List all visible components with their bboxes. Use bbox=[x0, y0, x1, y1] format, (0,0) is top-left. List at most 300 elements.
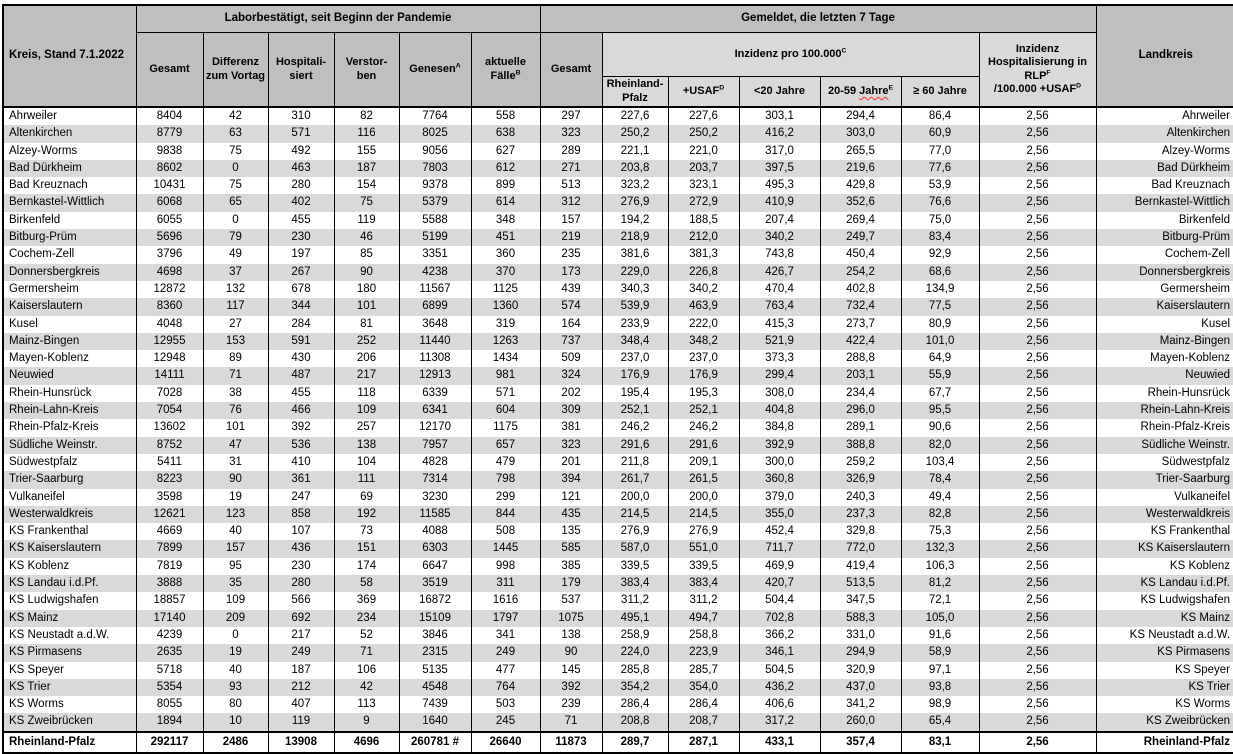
cell-inzidenz-60plus: 49,4 bbox=[901, 489, 979, 506]
cell-inzidenz-rlp: 311,2 bbox=[602, 592, 668, 609]
cell-inzidenz-60plus: 68,6 bbox=[901, 264, 979, 281]
cell-genesen: 6647 bbox=[399, 558, 471, 575]
cell-inzidenz-20-59: 265,5 bbox=[820, 143, 901, 160]
cell-inzidenz-hospitalisierung: 2,56 bbox=[979, 523, 1096, 540]
cell-gesamt: 4698 bbox=[136, 264, 203, 281]
cell-inzidenz-usaf: 339,5 bbox=[668, 558, 739, 575]
cell-inzidenz-usaf: 272,9 bbox=[668, 194, 739, 211]
cell-hospitalisiert: 187 bbox=[268, 662, 334, 679]
cell-aktuelle-faelle: 477 bbox=[471, 662, 540, 679]
table-row bbox=[3, 610, 1233, 627]
cell-hospitalisiert: 13908 bbox=[268, 732, 334, 753]
footnote-sup-e: E bbox=[888, 84, 894, 92]
cell-inzidenz-rlp: 227,6 bbox=[602, 107, 668, 125]
col-rheinland-pfalz-header: Rheinland-Pfalz bbox=[602, 77, 668, 108]
cell-inzidenz-20-59: 450,4 bbox=[820, 246, 901, 263]
cell-gesamt: 8752 bbox=[136, 437, 203, 454]
table-row bbox=[3, 107, 1233, 125]
cell-inzidenz-hospitalisierung: 2,56 bbox=[979, 298, 1096, 315]
cell-aktuelle-faelle: 798 bbox=[471, 471, 540, 488]
cell-inzidenz-20-59: 347,5 bbox=[820, 592, 901, 609]
cell-inzidenz-u20: 379,0 bbox=[739, 489, 820, 506]
cell-verstorben: 9 bbox=[334, 713, 399, 731]
cell-inzidenz-u20: 340,2 bbox=[739, 229, 820, 246]
cell-inzidenz-60plus: 132,3 bbox=[901, 540, 979, 557]
cell-differenz-vortag: 40 bbox=[203, 523, 268, 540]
cell-verstorben: 113 bbox=[334, 696, 399, 713]
table-row bbox=[3, 281, 1233, 298]
cell-genesen: 11567 bbox=[399, 281, 471, 298]
cell-gesamt-7-tage: 271 bbox=[540, 160, 602, 177]
cell-differenz-vortag: 123 bbox=[203, 506, 268, 523]
cell-inzidenz-20-59: 429,8 bbox=[820, 177, 901, 194]
cell-inzidenz-20-59: 289,1 bbox=[820, 419, 901, 436]
cell-inzidenz-60plus: 95,5 bbox=[901, 402, 979, 419]
table-row bbox=[3, 540, 1233, 557]
col-gesamt-7t-header: Gesamt bbox=[540, 33, 602, 108]
kreis-name-cell: KS Frankenthal bbox=[3, 523, 136, 540]
cell-gesamt: 8602 bbox=[136, 160, 203, 177]
cell-gesamt: 5354 bbox=[136, 679, 203, 696]
cell-inzidenz-hospitalisierung: 2,56 bbox=[979, 246, 1096, 263]
cell-hospitalisiert: 230 bbox=[268, 229, 334, 246]
cell-gesamt-7-tage: 121 bbox=[540, 489, 602, 506]
cell-gesamt: 4239 bbox=[136, 627, 203, 644]
landkreis-header: Landkreis bbox=[1096, 5, 1233, 107]
cell-inzidenz-usaf: 354,0 bbox=[668, 679, 739, 696]
cell-gesamt: 12872 bbox=[136, 281, 203, 298]
cell-inzidenz-hospitalisierung: 2,56 bbox=[979, 540, 1096, 557]
cell-genesen: 7764 bbox=[399, 107, 471, 125]
cell-gesamt-7-tage: 323 bbox=[540, 437, 602, 454]
cell-verstorben: 90 bbox=[334, 264, 399, 281]
cell-inzidenz-20-59: 331,0 bbox=[820, 627, 901, 644]
cell-genesen: 9378 bbox=[399, 177, 471, 194]
cell-inzidenz-20-59: 249,7 bbox=[820, 229, 901, 246]
cell-inzidenz-rlp: 252,1 bbox=[602, 402, 668, 419]
cell-verstorben: 73 bbox=[334, 523, 399, 540]
cell-differenz-vortag: 153 bbox=[203, 333, 268, 350]
cell-inzidenz-20-59: 329,8 bbox=[820, 523, 901, 540]
landkreis-name-cell: KS Kaiserslautern bbox=[1096, 540, 1233, 557]
cell-inzidenz-usaf: 222,0 bbox=[668, 316, 739, 333]
cell-gesamt-7-tage: 385 bbox=[540, 558, 602, 575]
cell-hospitalisiert: 463 bbox=[268, 160, 334, 177]
cell-inzidenz-hospitalisierung: 2,56 bbox=[979, 212, 1096, 229]
cell-aktuelle-faelle: 1434 bbox=[471, 350, 540, 367]
cell-verstorben: 85 bbox=[334, 246, 399, 263]
kreis-name-cell: Vulkaneifel bbox=[3, 489, 136, 506]
cell-inzidenz-u20: 711,7 bbox=[739, 540, 820, 557]
table-header bbox=[3, 5, 1233, 107]
kreis-name-cell: KS Ludwigshafen bbox=[3, 592, 136, 609]
cell-gesamt-7-tage: 312 bbox=[540, 194, 602, 211]
kreis-name-cell: Rheinland-Pfalz bbox=[3, 732, 136, 753]
cell-inzidenz-usaf: 323,1 bbox=[668, 177, 739, 194]
cell-gesamt-7-tage: 157 bbox=[540, 212, 602, 229]
kreis-name-cell: Westerwaldkreis bbox=[3, 506, 136, 523]
cell-inzidenz-20-59: 402,8 bbox=[820, 281, 901, 298]
table-row bbox=[3, 229, 1233, 246]
table-row bbox=[3, 575, 1233, 592]
cell-gesamt: 14111 bbox=[136, 367, 203, 384]
cell-differenz-vortag: 47 bbox=[203, 437, 268, 454]
cell-genesen: 5588 bbox=[399, 212, 471, 229]
cell-inzidenz-hospitalisierung: 2,56 bbox=[979, 229, 1096, 246]
cell-gesamt-7-tage: 202 bbox=[540, 385, 602, 402]
cell-inzidenz-u20: 406,6 bbox=[739, 696, 820, 713]
cell-gesamt-7-tage: 239 bbox=[540, 696, 602, 713]
landkreis-name-cell: Germersheim bbox=[1096, 281, 1233, 298]
cell-genesen: 12913 bbox=[399, 367, 471, 384]
table-row bbox=[3, 316, 1233, 333]
table-row bbox=[3, 713, 1233, 731]
kreis-name-cell: Bad Dürkheim bbox=[3, 160, 136, 177]
kreis-name-cell: Südliche Weinstr. bbox=[3, 437, 136, 454]
cell-aktuelle-faelle: 899 bbox=[471, 177, 540, 194]
cell-gesamt: 7028 bbox=[136, 385, 203, 402]
cell-inzidenz-usaf: 221,0 bbox=[668, 143, 739, 160]
kreis-name-cell: Ahrweiler bbox=[3, 107, 136, 125]
cell-inzidenz-rlp: 246,2 bbox=[602, 419, 668, 436]
cell-inzidenz-usaf: 258,8 bbox=[668, 627, 739, 644]
group-gemeldet-7-tage: Gemeldet, die letzten 7 Tage bbox=[540, 5, 1096, 33]
cell-hospitalisiert: 436 bbox=[268, 540, 334, 557]
cell-inzidenz-hospitalisierung: 2,56 bbox=[979, 489, 1096, 506]
cell-aktuelle-faelle: 614 bbox=[471, 194, 540, 211]
kreis-name-cell: Trier-Saarburg bbox=[3, 471, 136, 488]
cell-inzidenz-usaf: 246,2 bbox=[668, 419, 739, 436]
cell-differenz-vortag: 132 bbox=[203, 281, 268, 298]
cell-inzidenz-60plus: 64,9 bbox=[901, 350, 979, 367]
cell-inzidenz-20-59: 320,9 bbox=[820, 662, 901, 679]
table-row bbox=[3, 696, 1233, 713]
cell-inzidenz-20-59: 219,6 bbox=[820, 160, 901, 177]
cell-genesen: 7957 bbox=[399, 437, 471, 454]
cell-differenz-vortag: 0 bbox=[203, 627, 268, 644]
cell-hospitalisiert: 310 bbox=[268, 107, 334, 125]
cell-genesen: 4828 bbox=[399, 454, 471, 471]
cell-aktuelle-faelle: 657 bbox=[471, 437, 540, 454]
cell-inzidenz-60plus: 77,0 bbox=[901, 143, 979, 160]
cell-inzidenz-u20: 504,4 bbox=[739, 592, 820, 609]
cell-inzidenz-usaf: 261,5 bbox=[668, 471, 739, 488]
cell-inzidenz-60plus: 86,4 bbox=[901, 107, 979, 125]
kreis-name-cell: Germersheim bbox=[3, 281, 136, 298]
cell-gesamt-7-tage: 435 bbox=[540, 506, 602, 523]
cell-hospitalisiert: 536 bbox=[268, 437, 334, 454]
cell-hospitalisiert: 249 bbox=[268, 644, 334, 661]
cell-verstorben: 71 bbox=[334, 644, 399, 661]
cell-hospitalisiert: 455 bbox=[268, 385, 334, 402]
footnote-sup-c: C bbox=[841, 47, 847, 55]
group-inzidenz-pro-100000: Inzidenz pro $100.000^C$ bbox=[602, 33, 979, 77]
cell-gesamt-7-tage: 381 bbox=[540, 419, 602, 436]
cell-inzidenz-u20: 366,2 bbox=[739, 627, 820, 644]
cell-verstorben: 116 bbox=[334, 125, 399, 142]
kreis-name-cell: KS Neustadt a.d.W. bbox=[3, 627, 136, 644]
cell-gesamt-7-tage: 537 bbox=[540, 592, 602, 609]
cell-inzidenz-20-59: 294,4 bbox=[820, 107, 901, 125]
footnote-sup-f: F bbox=[1046, 68, 1051, 76]
cell-differenz-vortag: 63 bbox=[203, 125, 268, 142]
landkreis-name-cell: Neuwied bbox=[1096, 367, 1233, 384]
cell-hospitalisiert: 197 bbox=[268, 246, 334, 263]
cell-inzidenz-hospitalisierung: 2,56 bbox=[979, 506, 1096, 523]
cell-inzidenz-hospitalisierung: 2,56 bbox=[979, 732, 1096, 753]
cell-verstorben: 206 bbox=[334, 350, 399, 367]
cell-gesamt-7-tage: 289 bbox=[540, 143, 602, 160]
footnote-sup-b: B bbox=[515, 68, 521, 76]
cell-hospitalisiert: 212 bbox=[268, 679, 334, 696]
cell-hospitalisiert: 466 bbox=[268, 402, 334, 419]
cell-inzidenz-20-59: 341,2 bbox=[820, 696, 901, 713]
cell-hospitalisiert: 692 bbox=[268, 610, 334, 627]
cell-genesen: 4548 bbox=[399, 679, 471, 696]
cell-inzidenz-u20: 702,8 bbox=[739, 610, 820, 627]
spellcheck-underline: Jahre bbox=[859, 84, 889, 97]
cell-inzidenz-hospitalisierung: 2,56 bbox=[979, 679, 1096, 696]
cell-verstorben: 252 bbox=[334, 333, 399, 350]
table-row bbox=[3, 177, 1233, 194]
cell-genesen: 8025 bbox=[399, 125, 471, 142]
kreis-name-cell: Cochem-Zell bbox=[3, 246, 136, 263]
cell-inzidenz-u20: 355,0 bbox=[739, 506, 820, 523]
col-verstorben-header: Verstor-ben bbox=[334, 33, 399, 108]
cell-inzidenz-hospitalisierung: 2,56 bbox=[979, 350, 1096, 367]
table-row bbox=[3, 160, 1233, 177]
cell-inzidenz-usaf: 494,7 bbox=[668, 610, 739, 627]
landkreis-name-cell: Mayen-Koblenz bbox=[1096, 350, 1233, 367]
cell-inzidenz-hospitalisierung: 2,56 bbox=[979, 333, 1096, 350]
cell-hospitalisiert: 678 bbox=[268, 281, 334, 298]
cell-inzidenz-hospitalisierung: 2,56 bbox=[979, 437, 1096, 454]
cell-differenz-vortag: 27 bbox=[203, 316, 268, 333]
cell-gesamt: 3598 bbox=[136, 489, 203, 506]
header-row-columns bbox=[3, 33, 1233, 77]
cell-hospitalisiert: 107 bbox=[268, 523, 334, 540]
cell-inzidenz-20-59: 240,3 bbox=[820, 489, 901, 506]
landkreis-name-cell: Mainz-Bingen bbox=[1096, 333, 1233, 350]
cell-verstorben: 234 bbox=[334, 610, 399, 627]
cell-verstorben: 4696 bbox=[334, 732, 399, 753]
cell-inzidenz-u20: 207,4 bbox=[739, 212, 820, 229]
cell-inzidenz-60plus: 82,8 bbox=[901, 506, 979, 523]
kreis-name-cell: KS Worms bbox=[3, 696, 136, 713]
cell-inzidenz-u20: 504,5 bbox=[739, 662, 820, 679]
cell-inzidenz-rlp: 250,2 bbox=[602, 125, 668, 142]
cell-inzidenz-hospitalisierung: 2,56 bbox=[979, 125, 1096, 142]
cell-differenz-vortag: 40 bbox=[203, 662, 268, 679]
cell-verstorben: 106 bbox=[334, 662, 399, 679]
cell-inzidenz-rlp: 289,7 bbox=[602, 732, 668, 753]
table-row bbox=[3, 246, 1233, 263]
cell-inzidenz-rlp: 229,0 bbox=[602, 264, 668, 281]
cell-gesamt: 5718 bbox=[136, 662, 203, 679]
cell-inzidenz-u20: 420,7 bbox=[739, 575, 820, 592]
cell-verstorben: 75 bbox=[334, 194, 399, 211]
cell-verstorben: 104 bbox=[334, 454, 399, 471]
table-row bbox=[3, 679, 1233, 696]
cell-verstorben: 174 bbox=[334, 558, 399, 575]
cell-inzidenz-20-59: 588,3 bbox=[820, 610, 901, 627]
footnote-sup-a: A bbox=[455, 62, 461, 70]
cell-aktuelle-faelle: 451 bbox=[471, 229, 540, 246]
col-unter-20-jahre-header: <20 Jahre bbox=[739, 77, 820, 108]
cell-hospitalisiert: 280 bbox=[268, 575, 334, 592]
table-row bbox=[3, 385, 1233, 402]
header-row-groups bbox=[3, 5, 1233, 33]
table-row bbox=[3, 125, 1233, 142]
cell-inzidenz-u20: 308,0 bbox=[739, 385, 820, 402]
cell-inzidenz-60plus: 134,9 bbox=[901, 281, 979, 298]
cell-inzidenz-60plus: 78,4 bbox=[901, 471, 979, 488]
cell-inzidenz-rlp: 340,3 bbox=[602, 281, 668, 298]
cell-inzidenz-hospitalisierung: 2,56 bbox=[979, 107, 1096, 125]
cell-inzidenz-20-59: 259,2 bbox=[820, 454, 901, 471]
group-laborbestaetigt: Laborbestätigt, seit Beginn der Pandemie bbox=[136, 5, 540, 33]
cell-inzidenz-u20: 470,4 bbox=[739, 281, 820, 298]
cell-inzidenz-hospitalisierung: 2,56 bbox=[979, 385, 1096, 402]
cell-inzidenz-u20: 404,8 bbox=[739, 402, 820, 419]
cell-inzidenz-usaf: 209,1 bbox=[668, 454, 739, 471]
cell-gesamt: 5411 bbox=[136, 454, 203, 471]
cell-differenz-vortag: 76 bbox=[203, 402, 268, 419]
cell-inzidenz-rlp: 354,2 bbox=[602, 679, 668, 696]
cell-gesamt: 4048 bbox=[136, 316, 203, 333]
cell-inzidenz-60plus: 53,9 bbox=[901, 177, 979, 194]
cell-gesamt: 12621 bbox=[136, 506, 203, 523]
cell-genesen: 6899 bbox=[399, 298, 471, 315]
cell-inzidenz-20-59: 273,7 bbox=[820, 316, 901, 333]
kreis-name-cell: Kusel bbox=[3, 316, 136, 333]
landkreis-name-cell: Alzey-Worms bbox=[1096, 143, 1233, 160]
cell-inzidenz-u20: 763,4 bbox=[739, 298, 820, 315]
cell-genesen: 4088 bbox=[399, 523, 471, 540]
cell-inzidenz-usaf: 291,6 bbox=[668, 437, 739, 454]
cell-differenz-vortag: 75 bbox=[203, 143, 268, 160]
cell-gesamt: 7819 bbox=[136, 558, 203, 575]
landkreis-name-cell: KS Zweibrücken bbox=[1096, 713, 1233, 731]
cell-inzidenz-u20: 436,2 bbox=[739, 679, 820, 696]
cell-gesamt: 5696 bbox=[136, 229, 203, 246]
cell-differenz-vortag: 0 bbox=[203, 160, 268, 177]
col-differenz-header: Differenz zum Vortag bbox=[203, 33, 268, 108]
cell-gesamt-7-tage: 1075 bbox=[540, 610, 602, 627]
col-60-plus-jahre-header: ≥ 60 Jahre bbox=[901, 77, 979, 108]
kreis-name-cell: KS Zweibrücken bbox=[3, 713, 136, 731]
cell-gesamt: 17140 bbox=[136, 610, 203, 627]
cell-inzidenz-60plus: 106,3 bbox=[901, 558, 979, 575]
cell-genesen: 7439 bbox=[399, 696, 471, 713]
cell-gesamt: 292117 bbox=[136, 732, 203, 753]
cell-differenz-vortag: 38 bbox=[203, 385, 268, 402]
cell-hospitalisiert: 455 bbox=[268, 212, 334, 229]
cell-inzidenz-hospitalisierung: 2,56 bbox=[979, 558, 1096, 575]
cell-differenz-vortag: 157 bbox=[203, 540, 268, 557]
cell-aktuelle-faelle: 508 bbox=[471, 523, 540, 540]
kreis-name-cell: Bad Kreuznach bbox=[3, 177, 136, 194]
cell-gesamt-7-tage: 394 bbox=[540, 471, 602, 488]
cell-aktuelle-faelle: 998 bbox=[471, 558, 540, 575]
cell-verstorben: 118 bbox=[334, 385, 399, 402]
kreis-name-cell: Donnersbergkreis bbox=[3, 264, 136, 281]
cell-inzidenz-hospitalisierung: 2,56 bbox=[979, 696, 1096, 713]
cell-inzidenz-20-59: 357,4 bbox=[820, 732, 901, 753]
cell-inzidenz-usaf: 203,7 bbox=[668, 160, 739, 177]
table-row bbox=[3, 471, 1233, 488]
cell-hospitalisiert: 858 bbox=[268, 506, 334, 523]
landkreis-name-cell: KS Speyer bbox=[1096, 662, 1233, 679]
cell-inzidenz-u20: 299,4 bbox=[739, 367, 820, 384]
landkreis-name-cell: Bitburg-Prüm bbox=[1096, 229, 1233, 246]
cell-inzidenz-20-59: 352,6 bbox=[820, 194, 901, 211]
landkreis-name-cell: Westerwaldkreis bbox=[1096, 506, 1233, 523]
cell-hospitalisiert: 487 bbox=[268, 367, 334, 384]
cell-inzidenz-u20: 346,1 bbox=[739, 644, 820, 661]
cell-genesen: 5135 bbox=[399, 662, 471, 679]
cell-genesen: 11440 bbox=[399, 333, 471, 350]
cell-gesamt: 6068 bbox=[136, 194, 203, 211]
cell-inzidenz-rlp: 200,0 bbox=[602, 489, 668, 506]
cell-inzidenz-60plus: 77,6 bbox=[901, 160, 979, 177]
cell-inzidenz-20-59: 288,8 bbox=[820, 350, 901, 367]
landkreis-name-cell: Kusel bbox=[1096, 316, 1233, 333]
landkreis-name-cell: Birkenfeld bbox=[1096, 212, 1233, 229]
cell-gesamt-7-tage: 201 bbox=[540, 454, 602, 471]
cell-genesen: 11585 bbox=[399, 506, 471, 523]
cell-gesamt: 8360 bbox=[136, 298, 203, 315]
cell-inzidenz-60plus: 77,5 bbox=[901, 298, 979, 315]
cell-hospitalisiert: 119 bbox=[268, 713, 334, 731]
col-hospitalisiert-header: Hospitali-siert bbox=[268, 33, 334, 108]
cell-aktuelle-faelle: 1360 bbox=[471, 298, 540, 315]
kreis-name-cell: KS Trier bbox=[3, 679, 136, 696]
kreis-name-cell: Alzey-Worms bbox=[3, 143, 136, 160]
kreis-name-cell: Bernkastel-Wittlich bbox=[3, 194, 136, 211]
cell-differenz-vortag: 109 bbox=[203, 592, 268, 609]
cell-verstorben: 101 bbox=[334, 298, 399, 315]
landkreis-name-cell: Rheinland-Pfalz bbox=[1096, 732, 1233, 753]
cell-genesen: 9056 bbox=[399, 143, 471, 160]
cell-differenz-vortag: 31 bbox=[203, 454, 268, 471]
cell-differenz-vortag: 19 bbox=[203, 644, 268, 661]
table-row bbox=[3, 662, 1233, 679]
cell-inzidenz-usaf: 383,4 bbox=[668, 575, 739, 592]
kreis-name-cell: KS Speyer bbox=[3, 662, 136, 679]
cell-differenz-vortag: 90 bbox=[203, 471, 268, 488]
cell-differenz-vortag: 117 bbox=[203, 298, 268, 315]
cell-gesamt: 7054 bbox=[136, 402, 203, 419]
cell-genesen: 1640 bbox=[399, 713, 471, 731]
table-row bbox=[3, 194, 1233, 211]
cell-aktuelle-faelle: 764 bbox=[471, 679, 540, 696]
cell-aktuelle-faelle: 844 bbox=[471, 506, 540, 523]
cell-gesamt: 3796 bbox=[136, 246, 203, 263]
landkreis-name-cell: Südliche Weinstr. bbox=[1096, 437, 1233, 454]
cell-inzidenz-60plus: 105,0 bbox=[901, 610, 979, 627]
landkreis-name-cell: Kaiserslautern bbox=[1096, 298, 1233, 315]
footnote-sup-d2: D bbox=[1076, 82, 1082, 90]
table-row bbox=[3, 558, 1233, 575]
landkreis-name-cell: Trier-Saarburg bbox=[1096, 471, 1233, 488]
cell-inzidenz-60plus: 67,7 bbox=[901, 385, 979, 402]
cell-gesamt-7-tage: 392 bbox=[540, 679, 602, 696]
cell-inzidenz-u20: 426,7 bbox=[739, 264, 820, 281]
cell-inzidenz-60plus: 91,6 bbox=[901, 627, 979, 644]
table-row bbox=[3, 644, 1233, 661]
cell-aktuelle-faelle: 1175 bbox=[471, 419, 540, 436]
